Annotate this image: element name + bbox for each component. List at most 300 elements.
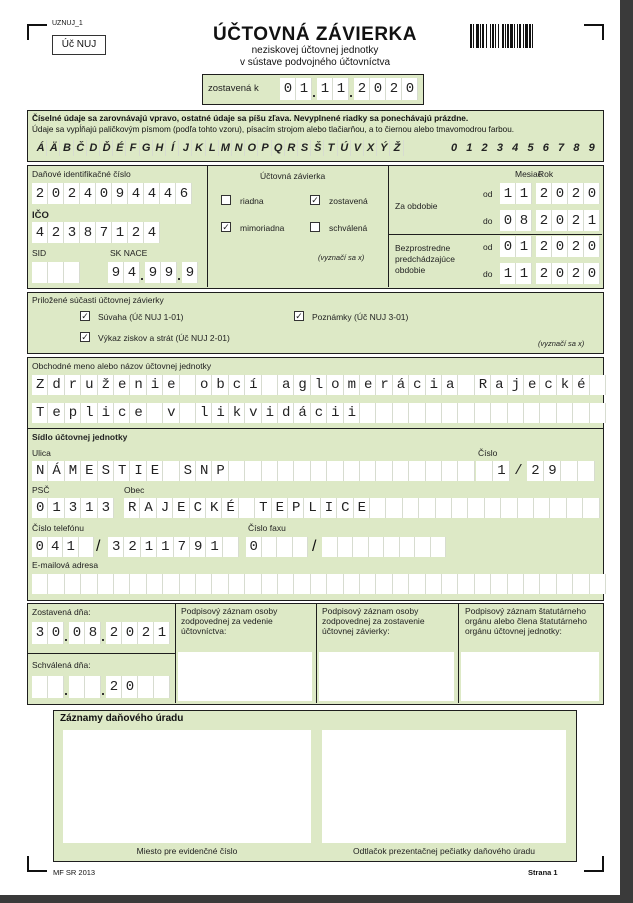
psc-label: PSČ [32,485,50,495]
char-value: 4 [131,185,141,202]
char-value: 2 [389,81,399,97]
char-cell[interactable] [163,574,179,594]
instructions-line1: Číselné údaje sa zarovnávajú vpravo, ostatné údaje sa píšu zľava. Nevyplnené riadky sa ponechávajú prázdne. [32,113,469,123]
barcode-bar [473,24,474,48]
year-label: Rok [538,169,554,179]
char-cell[interactable] [590,403,606,423]
char-value: 1 [157,625,167,641]
char-cell[interactable] [48,574,64,594]
char-value: 1 [161,539,170,555]
char-cell[interactable] [393,403,409,423]
char-cell[interactable] [458,403,474,423]
char-value: i [265,405,274,421]
char-cell[interactable] [550,498,566,518]
divider [175,603,176,703]
registration-mark [27,24,47,40]
char-value: á [396,377,406,393]
stamp-caption: Odtlačok prezentačnej pečiatky daňového úradu [353,846,535,856]
char-cell[interactable] [376,461,392,481]
char-cell[interactable] [154,676,170,698]
char-value: 0 [373,81,383,97]
char-value: 2 [109,679,119,695]
char-cell[interactable] [65,574,81,594]
sample-digit: 2 [481,142,488,154]
char-cell[interactable] [409,461,425,481]
char-value: G [141,142,151,154]
char-cell[interactable] [386,498,402,518]
char-value: 1 [519,238,529,255]
closure-option-label: zostavená [329,196,368,206]
char-value: T [117,463,127,479]
attachments-label: Priložené súčasti účtovnej závierky [32,295,164,305]
char-cell[interactable] [322,537,338,557]
attachment-vykaz-checkbox[interactable]: ✓ [81,332,89,342]
barcode [470,24,554,48]
char-cell[interactable] [409,403,425,423]
char-cell[interactable] [442,574,458,594]
char-value: K [195,142,203,154]
char-value: 0 [587,238,597,255]
char-cell[interactable] [245,574,261,594]
char-cell[interactable] [485,498,501,518]
separator-dot [65,693,67,695]
char-value: 0 [125,679,135,695]
char-cell[interactable] [476,461,493,481]
char-cell[interactable] [524,403,540,423]
char-value: 1 [210,539,219,555]
char-cell[interactable] [475,574,491,594]
char-value: S [183,463,192,479]
char-cell[interactable] [442,403,458,423]
char-cell[interactable] [245,461,261,481]
char-value: e [52,405,61,421]
sample-digit: 0 [450,142,458,154]
char-value: 0 [72,625,82,641]
char-value: d [52,377,61,393]
char-value: R [287,142,296,154]
stamp-box[interactable] [322,730,566,843]
registration-mark [584,856,604,872]
char-value: 7 [99,224,109,241]
char-value: S [300,142,309,154]
char-cell[interactable] [229,461,245,481]
char-cell[interactable] [130,574,146,594]
char-value: 2 [67,185,77,202]
char-value: m [347,377,356,393]
char-cell[interactable] [344,574,360,594]
char-value: L [308,500,317,516]
closure-option-schvalena-checkbox[interactable] [310,222,320,232]
separator-slash: / [514,463,523,479]
period-from-label: od [483,189,493,199]
char-value: 3 [68,500,78,516]
char-value: r [68,377,78,393]
char-cell[interactable] [567,498,583,518]
char-cell[interactable] [360,574,376,594]
char-cell[interactable] [508,574,524,594]
char-cell[interactable] [590,574,606,594]
char-cell[interactable] [393,461,409,481]
char-value: ž [101,377,110,393]
barcode-bar [470,24,472,48]
char-cell[interactable] [491,403,507,423]
char-cell[interactable] [557,574,573,594]
char-value: 0 [555,185,565,202]
char-value: V [353,142,362,154]
barcode-bar [514,24,515,48]
char-value: Ž [393,142,401,154]
separator-dot [350,95,352,97]
char-value: N [234,142,243,154]
char-cell[interactable] [400,537,416,557]
sample-digit: 5 [527,142,534,154]
signature-statutory-box[interactable] [461,652,599,701]
char-cell[interactable] [475,403,491,423]
barcode-bar [492,24,494,48]
char-cell[interactable] [180,403,196,423]
char-value: i [331,405,340,421]
char-cell[interactable] [540,403,556,423]
char-cell[interactable] [344,461,360,481]
char-cell[interactable] [147,403,163,423]
signature-accountant-label: Podpisový záznam osoby zodpovednej za vedenie účtovníctva: [181,606,278,636]
char-cell[interactable] [590,375,606,395]
char-cell[interactable] [426,461,442,481]
char-cell[interactable] [294,461,310,481]
char-value: c [544,377,553,393]
char-value: T [35,405,45,421]
char-value: i [150,377,160,393]
char-cell[interactable] [458,375,474,395]
char-value: 2 [571,212,581,229]
char-value: e [167,377,176,393]
char-value: É [116,142,124,154]
char-value: 0 [99,185,109,202]
char-cell[interactable] [338,537,354,557]
char-cell[interactable] [163,461,179,481]
char-value: 4 [147,185,157,202]
divider [316,603,317,703]
char-value: i [216,405,225,421]
char-cell[interactable] [98,574,114,594]
char-value: Ú [340,142,349,154]
char-cell[interactable] [491,574,507,594]
char-cell[interactable] [32,262,48,283]
char-value: d [281,405,291,421]
char-value: 2 [531,463,540,479]
char-value: 0 [51,185,61,202]
char-cell[interactable] [239,498,255,518]
char-cell[interactable] [223,537,239,557]
barcode-bar [490,24,491,48]
char-cell[interactable] [262,375,278,395]
char-cell[interactable] [32,676,48,698]
char-value: e [117,377,127,393]
char-value: L [208,142,216,154]
city-label: Obec [124,485,145,495]
char-cell[interactable] [561,461,578,481]
sample-digit: 6 [542,142,549,154]
char-value: S [101,463,110,479]
char-value: 9 [148,264,158,281]
char-value: i [429,377,438,393]
char-cell[interactable] [180,375,196,395]
char-cell[interactable] [229,574,245,594]
char-cell[interactable] [419,498,435,518]
char-value: 3 [67,224,77,241]
char-value: 4 [127,264,137,281]
char-value: 2 [571,265,581,282]
char-cell[interactable] [501,498,517,518]
previous-period-label: Bezprostredne [395,243,451,253]
char-cell[interactable] [458,574,474,594]
char-cell[interactable] [436,498,452,518]
char-cell[interactable] [415,537,431,557]
closure-option-label: riadna [240,196,264,206]
char-cell[interactable] [426,574,442,594]
char-value: Á [52,463,61,479]
char-value: v [249,405,258,421]
attachment-suvaha-checkbox[interactable]: ✓ [81,311,89,321]
signature-compiler-box[interactable] [319,652,454,701]
form-abbreviation: Úč NUJ [52,35,106,55]
previous-period-label: predchádzajúce [395,254,456,264]
char-cell[interactable] [327,461,343,481]
char-cell[interactable] [583,498,599,518]
separator-dot [102,693,104,695]
char-cell[interactable] [294,574,310,594]
char-cell[interactable] [360,403,376,423]
char-cell[interactable] [540,574,556,594]
char-cell[interactable] [138,676,154,698]
char-value: a [445,377,455,393]
char-value: 2 [141,625,151,641]
char-cell[interactable] [353,537,369,557]
char-value: 0 [405,81,415,97]
char-cell[interactable] [69,676,85,698]
char-value: 1 [66,539,75,555]
char-cell[interactable] [278,461,294,481]
char-cell[interactable] [573,403,589,423]
char-value: 2 [539,238,549,255]
char-value: F [129,142,137,154]
divider [458,603,459,703]
char-value: 4 [163,185,173,202]
char-value: r [380,377,389,393]
char-cell[interactable] [262,461,278,481]
closure-option-label: schválená [329,223,368,233]
char-value: 3 [111,539,121,555]
char-cell[interactable] [376,574,392,594]
char-cell[interactable] [311,574,327,594]
char-cell[interactable] [327,574,343,594]
char-value: 2 [571,185,581,202]
char-value: Ý [380,142,388,154]
char-value: u [85,377,94,393]
char-value: A [144,500,153,516]
char-cell[interactable] [293,537,309,557]
char-value: 9 [185,264,195,281]
char-value: 2 [51,224,61,241]
form-subtitle: v sústave podvojného účtovníctva [239,57,391,68]
char-value: P [291,500,301,516]
char-value: I [134,463,143,479]
char-cell[interactable] [114,574,130,594]
char-value: Č [76,142,85,154]
char-value: g [298,377,307,393]
attachments-hint: (vyznačí sa x) [538,339,585,348]
char-value: J [160,500,170,516]
char-value: i [347,405,356,421]
char-cell[interactable] [573,574,589,594]
char-cell[interactable] [409,574,425,594]
char-cell[interactable] [64,262,80,283]
sample-digit: 7 [558,142,565,154]
char-cell[interactable] [180,574,196,594]
char-value: 7 [177,539,186,555]
char-cell[interactable] [48,676,64,698]
char-cell[interactable] [518,498,534,518]
char-cell[interactable] [85,676,101,698]
period-to-label: do [483,216,493,226]
signature-compiler-label: Podpisový záznam osoby zodpovednej za zostavenie účtovnej závierky: [322,606,425,636]
char-value: 3 [35,625,45,641]
char-cell[interactable] [48,262,64,283]
compiled-date-label: Zostavená dňa: [32,607,91,617]
closure-option-riadna-checkbox[interactable] [221,195,231,205]
char-value: 0 [555,238,565,255]
signature-accountant-box[interactable] [178,652,312,701]
period-label: Za obdobie [395,201,438,211]
char-cell[interactable] [278,574,294,594]
barcode-bar [523,24,524,48]
char-cell[interactable] [81,574,97,594]
char-cell[interactable] [393,574,409,594]
barcode-bar [480,24,481,48]
divider [388,165,389,287]
fax-separator: / [312,538,317,555]
char-cell[interactable] [32,574,48,594]
char-cell[interactable] [147,574,163,594]
instructions-line2: Údaje sa vypĺňajú paličkovým písmom (podľa tohto vzoru), písacím strojom alebo tlačiarňou, a to čiernou alebo tmavomodrou farbou. [32,125,515,134]
char-cell[interactable] [262,574,278,594]
char-cell[interactable] [277,537,293,557]
char-value: 0 [503,212,513,229]
barcode-bar [517,24,518,48]
divider [27,653,175,654]
char-value: l [85,405,94,421]
char-value: 8 [519,212,529,229]
char-value: 1 [52,500,61,516]
char-value: Š [314,142,322,154]
char-cell[interactable] [578,461,595,481]
street-label: Ulica [32,448,51,458]
char-value: e [363,377,373,393]
char-cell[interactable] [534,498,550,518]
char-cell[interactable] [442,461,458,481]
char-value: P [261,142,269,154]
char-value: k [560,377,570,393]
char-value: E [357,500,366,516]
char-value: j [511,377,520,393]
char-cell[interactable] [524,574,540,594]
char-value: 1 [320,81,330,97]
barcode-bar [510,24,513,48]
closure-option-mimoriadna-checkbox[interactable]: ✓ [222,222,230,232]
closure-label: Účtovná závierka [260,171,326,181]
char-cell[interactable] [360,461,376,481]
char-value: b [216,377,225,393]
signature-statutory-label: Podpisový záznam štatutárneho orgánu alebo člena štatutárneho orgánu účtovnej jednotky: [465,606,587,636]
char-cell[interactable] [384,537,400,557]
char-value: 4 [147,224,157,241]
closure-option-label: mimoriadna [240,223,285,233]
char-cell[interactable] [452,498,468,518]
char-cell[interactable] [212,574,228,594]
char-value: Í [171,142,175,154]
char-value: T [259,500,268,516]
char-value: E [85,463,94,479]
char-value: é [577,377,586,393]
barcode-bar [476,24,479,48]
attachment-label: Súvaha (Úč NUJ 1-01) [98,312,184,322]
char-value: 1 [497,463,506,479]
char-cell[interactable] [426,403,442,423]
char-cell[interactable] [403,498,419,518]
registration-number-box[interactable] [63,730,311,843]
char-cell[interactable] [369,537,385,557]
closure-option-zostavena-checkbox[interactable]: ✓ [311,195,319,205]
char-cell[interactable] [468,498,484,518]
char-cell[interactable] [370,498,386,518]
ico-label: IČO [32,210,49,221]
char-value: 0 [555,265,565,282]
char-cell[interactable] [311,461,327,481]
char-cell[interactable] [262,537,278,557]
sample-digit: 9 [588,142,595,154]
char-cell[interactable] [79,537,95,557]
char-value: 1 [85,500,94,516]
barcode-bar [525,24,528,48]
char-cell[interactable] [458,461,474,481]
barcode-bar [502,24,504,48]
compiled-as-of-label: zostavená k [208,83,259,94]
char-value: 2 [571,238,581,255]
attachment-poznamky-checkbox[interactable]: ✓ [295,311,303,321]
barcode-bar [505,24,506,48]
char-value: Á [36,142,45,154]
char-value: R [478,377,488,393]
registration-number-caption: Miesto pre evidenčné číslo [136,846,238,856]
char-value: 2 [128,539,137,555]
char-value: l [314,377,324,393]
char-value: a [281,377,291,393]
char-value: M [220,142,230,154]
char-value: 9 [164,264,174,281]
char-value: c [413,377,422,393]
char-value: I [324,500,334,516]
char-value: 1 [503,265,513,282]
char-value: N [199,463,209,479]
char-cell[interactable] [196,574,212,594]
char-cell[interactable] [557,403,573,423]
separator-dot [313,95,315,97]
char-cell[interactable] [508,403,524,423]
dic-label: Daňové identifikačné číslo [32,169,131,179]
char-cell[interactable] [376,403,392,423]
char-cell[interactable] [431,537,447,557]
char-value: n [134,377,143,393]
